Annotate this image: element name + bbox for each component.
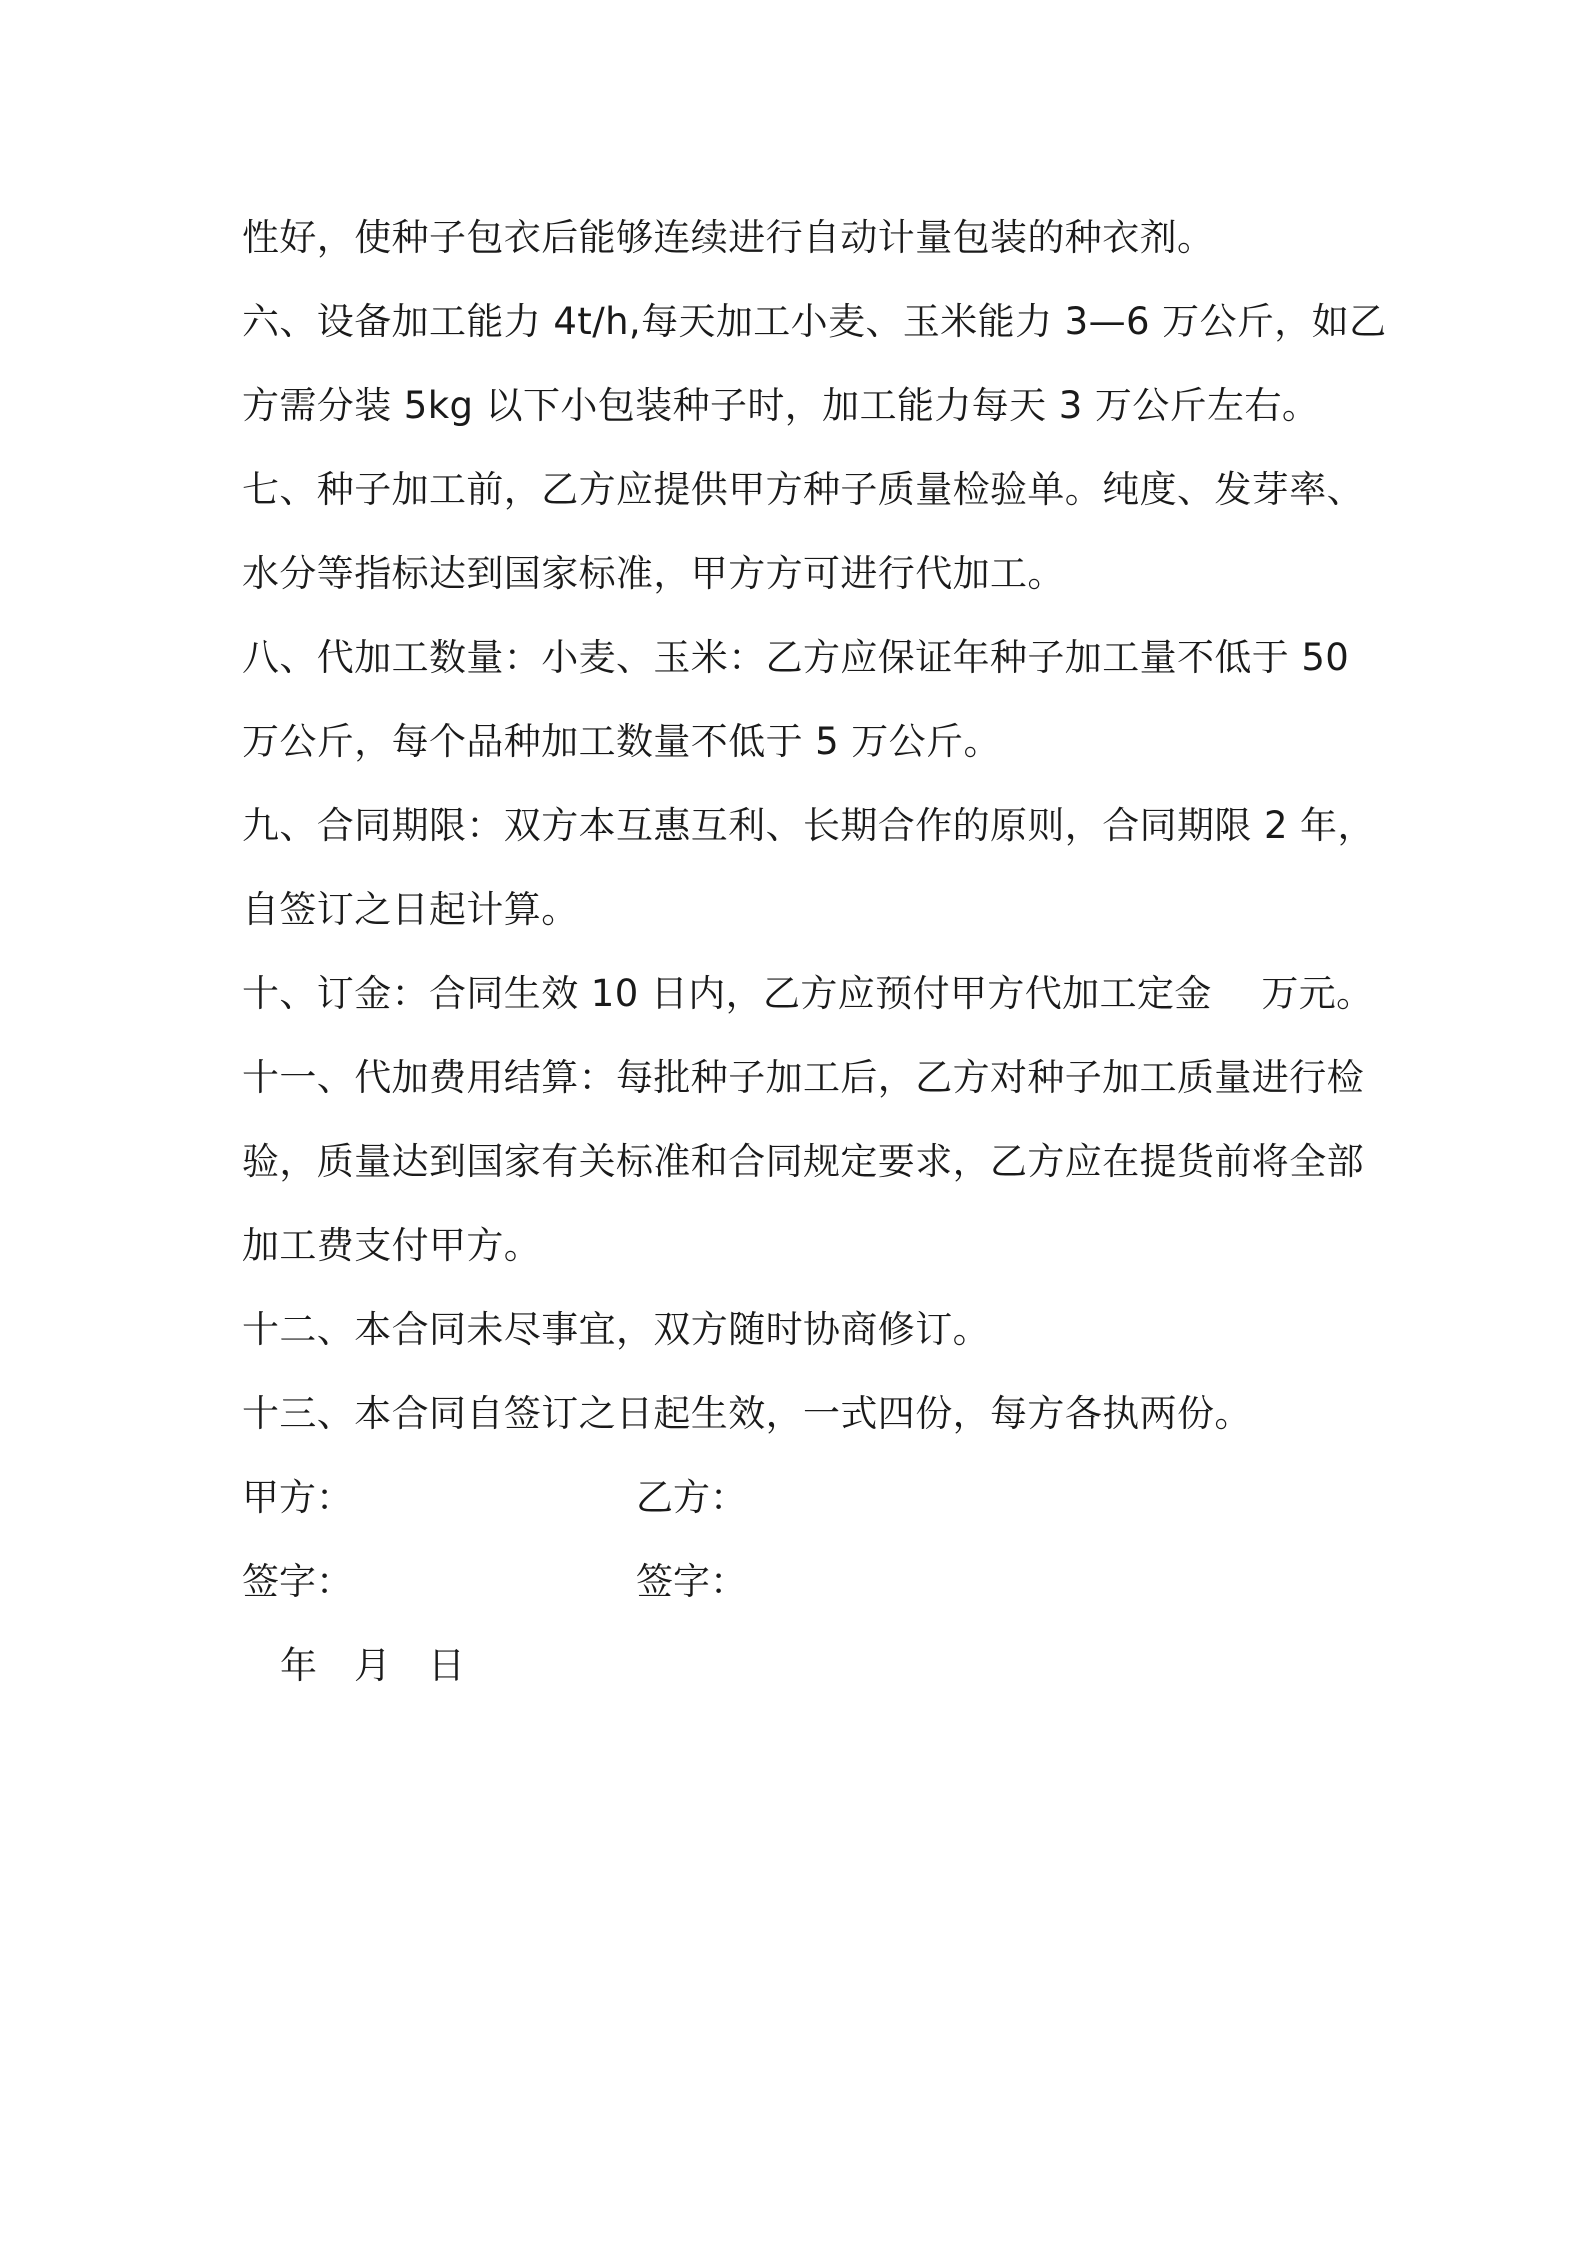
- signature-b-label: 签字：: [636, 1560, 747, 1603]
- paragraph-line: 十三、本合同自签订之日起生效，一式四份，每方各执两份。: [242, 1392, 1252, 1435]
- paragraph-line: 六、设备加工能力 4t/h,每天加工小麦、玉米能力 3—6 万公斤，如乙: [242, 300, 1387, 343]
- paragraph-line: 十一、代加费用结算：每批种子加工后，乙方对种子加工质量进行检: [242, 1056, 1364, 1099]
- paragraph-line: 自签订之日起计算。: [242, 888, 579, 931]
- party-row: [242, 1456, 1357, 1540]
- paragraph-line: 水分等指标达到国家标准，甲方方可进行代加工。: [242, 552, 1065, 595]
- contract-body: [242, 196, 1387, 1708]
- paragraph-line: 验，质量达到国家有关标准和合同规定要求，乙方应在提货前将全部: [242, 1140, 1364, 1183]
- date-line: 年 月 日: [280, 1644, 465, 1687]
- paragraph-line: 八、代加工数量：小麦、玉米：乙方应保证年种子加工量不低于 50: [242, 636, 1350, 679]
- paragraph-line: 万公斤，每个品种加工数量不低于 5 万公斤。: [242, 720, 1001, 763]
- paragraph-line: 性好，使种子包衣后能够连续进行自动计量包装的种衣剂。: [242, 216, 1215, 259]
- paragraph-line: 方需分装 5kg 以下小包装种子时，加工能力每天 3 万公斤左右。: [242, 384, 1320, 427]
- paragraph-line: 十二、本合同未尽事宜，双方随时协商修订。: [242, 1308, 990, 1351]
- signature-a-label: 签字：: [242, 1560, 353, 1603]
- paragraph-line: 七、种子加工前，乙方应提供甲方种子质量检验单。纯度、发芽率、: [242, 468, 1364, 511]
- paragraph-line: 加工费支付甲方。: [242, 1224, 542, 1267]
- paragraph-line: 十、订金：合同生效 10 日内，乙方应预付甲方代加工定金 万元。: [242, 972, 1374, 1015]
- paragraph-line: 九、合同期限：双方本互惠互利、长期合作的原则，合同期限 2 年，: [242, 804, 1375, 847]
- signature-row: [242, 1540, 1357, 1624]
- party-b-label: 乙方：: [636, 1476, 747, 1519]
- party-a-label: 甲方：: [242, 1476, 353, 1519]
